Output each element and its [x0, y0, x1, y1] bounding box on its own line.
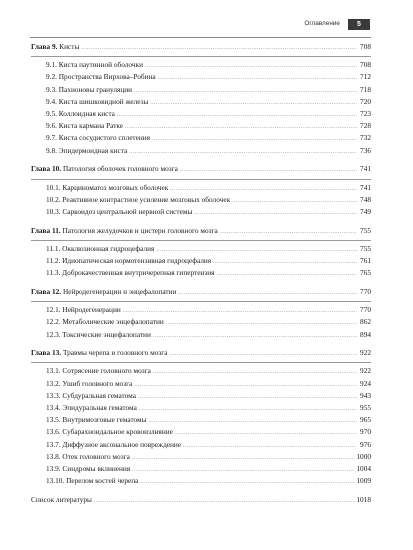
section-entry-page: 723	[360, 109, 371, 119]
section-entry-page: 970	[360, 427, 371, 437]
section-entry-text: Окклюзионная гидроцефалия	[62, 243, 155, 253]
section-entry-text: Метаболические энцефалопатии	[62, 317, 164, 327]
leader-dots	[213, 258, 357, 268]
section-entry	[31, 256, 371, 268]
section-entry	[31, 97, 371, 109]
running-title: Оглавление	[304, 20, 340, 27]
section-entry-number: 9.8.	[46, 145, 57, 155]
chapter-entry-page: 922	[360, 348, 371, 358]
section-entry-text: Киста шишковидной железы	[58, 96, 149, 106]
leader-dots	[232, 197, 357, 207]
section-entry	[31, 133, 371, 145]
section-entry-page: 736	[360, 145, 371, 155]
section-entry-text: Отек головного мозга	[62, 451, 130, 461]
section-entry-title	[46, 305, 121, 315]
section-entry-number: 9.6.	[46, 121, 57, 131]
section-entry-text: Доброкачественная внутричерепная гипертензия	[62, 268, 215, 278]
section-entry-text: Субдуральная гематома	[62, 390, 136, 400]
chapter-entry-text: Патология оболочек головного мозга	[62, 164, 178, 174]
section-entry-title	[46, 452, 130, 462]
section-entry-page: 1004	[356, 464, 371, 474]
section-entry-page: 965	[360, 415, 371, 425]
section-entry-page: 955	[360, 403, 371, 413]
leader-dots	[194, 209, 357, 219]
section-entry-page: 720	[360, 96, 371, 106]
section-entry-title	[46, 403, 137, 413]
section-entry-title	[46, 476, 138, 486]
section-entry-number: 13.2.	[46, 378, 61, 388]
chapter-rule	[31, 362, 371, 363]
chapter-entry-page: 708	[360, 42, 371, 51]
section-entry-text: Перелом костей черепа	[66, 476, 139, 486]
section-entry-title	[46, 146, 127, 156]
leader-dots	[180, 166, 357, 176]
section-entry-title	[46, 183, 168, 193]
section-entry	[31, 366, 371, 378]
section-entry-page: 718	[360, 84, 371, 94]
leader-dots	[145, 62, 357, 72]
leader-dots	[117, 111, 357, 121]
section-entry	[31, 183, 371, 195]
section-entry-number: 9.3.	[46, 84, 57, 94]
section-entry-page: 728	[360, 121, 371, 131]
bibliography-entry-page: 1018	[356, 495, 371, 504]
leader-dots	[132, 454, 355, 464]
section-entry-text: Коллоидная киста	[58, 109, 115, 119]
chapter-entry-number: Глава 12.	[31, 286, 62, 296]
leader-dots	[166, 319, 357, 329]
chapter-rule	[31, 56, 371, 57]
section-entry-page: 749	[360, 206, 371, 216]
chapter-entry-title	[31, 348, 167, 358]
section-entry-page: 712	[360, 72, 371, 82]
section-entry-page: 943	[360, 390, 371, 400]
section-entry-page: 1009	[356, 476, 371, 486]
section-entry-number: 13.5.	[46, 415, 61, 425]
leader-dots	[158, 74, 357, 84]
section-entry-title	[46, 60, 143, 70]
bibliography-entry-title	[31, 495, 92, 505]
chapter-entry-title	[31, 164, 178, 174]
section-entry-title	[46, 109, 115, 119]
section-entry-number: 12.1.	[46, 305, 61, 315]
section-entry-text: Пахионовы грануляции	[58, 84, 133, 94]
leader-dots	[149, 417, 357, 427]
section-entry-number: 13.3.	[46, 390, 61, 400]
chapter-entry-text: Патология желудочков и цистерн головного мозга	[62, 225, 218, 235]
section-entry-text: Пространства Вирхова–Робина	[58, 72, 156, 82]
chapter-block	[31, 287, 371, 342]
chapter-entry-text: Нейродегенерации и энцефалопатии	[62, 286, 177, 296]
section-entry-number: 11.1.	[46, 243, 61, 253]
leader-dots	[81, 44, 357, 54]
header-rule	[30, 37, 371, 38]
section-entry-number: 9.4.	[46, 96, 57, 106]
leader-dots	[217, 270, 358, 280]
section-entry-number: 11.3.	[46, 268, 61, 278]
section-entry	[31, 330, 371, 342]
section-entry-page: 748	[360, 194, 371, 204]
section-entry	[31, 440, 371, 452]
section-entry-title	[46, 415, 147, 425]
section-entry-page: 770	[360, 305, 371, 315]
section-entry-title	[46, 207, 192, 217]
leader-dots	[139, 405, 357, 415]
chapter-entry-number: Глава 13.	[31, 348, 62, 358]
section-entry	[31, 379, 371, 391]
section-entry	[31, 207, 371, 219]
section-entry-title	[46, 256, 211, 266]
leader-dots	[138, 393, 357, 403]
section-entry-number: 13.7.	[46, 439, 61, 449]
chapter-block	[31, 226, 371, 281]
leader-dots	[134, 381, 357, 391]
section-entry	[31, 146, 371, 158]
section-entry-title	[46, 85, 132, 95]
section-entry	[31, 268, 371, 280]
leader-dots	[129, 148, 357, 158]
section-entry-number: 10.2.	[46, 194, 61, 204]
section-entry-number: 9.1.	[46, 60, 57, 70]
section-entry-number: 10.3.	[46, 206, 61, 216]
chapter-block	[31, 348, 371, 488]
chapter-entry-title	[31, 226, 218, 236]
section-entry-number: 9.2.	[46, 72, 57, 82]
section-entry-text: Нейродегенерации	[62, 305, 121, 315]
section-entry-text: Внутримозговые гематомы	[62, 415, 147, 425]
section-entry-text: Синдромы вклинения	[62, 464, 131, 474]
section-entry-text: Киста сосудистого сплетения	[58, 133, 151, 143]
section-entry-text: Эпидуральная гематома	[62, 403, 137, 413]
section-entry-number: 9.5.	[46, 109, 57, 119]
section-entry-page: 741	[360, 182, 371, 192]
section-entry-title	[46, 195, 230, 205]
section-entry-text: Идиопатическая нормотензивная гидроцефалия	[62, 256, 212, 266]
table-of-contents	[31, 42, 371, 507]
leader-dots	[220, 228, 357, 238]
section-entry	[31, 121, 371, 133]
section-entry	[31, 60, 371, 72]
chapter-entry-number: Глава 11.	[31, 225, 61, 235]
chapter-entry-title	[31, 42, 79, 52]
section-entry-title	[46, 391, 136, 401]
section-entry	[31, 391, 371, 403]
section-entry	[31, 452, 371, 464]
section-entry-title	[46, 97, 148, 107]
chapter-entry-text: Кисты	[59, 42, 80, 51]
chapter-entry-title	[31, 287, 176, 297]
section-entry-number: 13.9.	[46, 464, 61, 474]
chapter-entry-text: Травмы черепа и головного мозга	[62, 348, 168, 358]
leader-dots	[140, 478, 354, 488]
chapter-rule	[31, 179, 371, 180]
section-entry	[31, 464, 371, 476]
section-entry-text: Эпидермоидная киста	[58, 145, 128, 155]
chapter-entry	[31, 348, 371, 360]
section-entry-number: 12.3.	[46, 329, 61, 339]
bibliography-entry	[31, 495, 371, 507]
section-entry-page: 976	[360, 439, 371, 449]
section-entry-text: Субарахноидальное кровоизлияние	[62, 427, 173, 437]
section-entry-text: Токсические энцефалопатии	[62, 329, 151, 339]
leader-dots	[134, 87, 357, 97]
section-entry-text: Саркоидоз центральной нервной системы	[62, 206, 193, 216]
section-entry-title	[46, 366, 151, 376]
section-entry-title	[46, 244, 154, 254]
section-entry-number: 13.10.	[46, 476, 65, 486]
section-entry	[31, 109, 371, 121]
section-entry-page: 862	[360, 317, 371, 327]
chapter-entry-page: 741	[360, 164, 371, 174]
chapter-entry	[31, 287, 371, 299]
chapter-block	[31, 164, 371, 219]
leader-dots	[150, 99, 357, 109]
section-entry-page: 924	[360, 378, 371, 388]
section-entry-page: 761	[360, 256, 371, 266]
section-entry-title	[46, 330, 151, 340]
page-number-badge: 5	[348, 19, 370, 30]
chapter-entry-number: Глава 10.	[31, 164, 62, 174]
section-entry-number: 9.7.	[46, 133, 57, 143]
section-entry-text: Диффузное аксональное повреждение	[62, 439, 182, 449]
leader-dots	[94, 497, 355, 507]
section-entry-page: 894	[360, 329, 371, 339]
chapter-entry	[31, 226, 371, 238]
chapter-block	[31, 42, 371, 158]
section-entry	[31, 305, 371, 317]
section-entry	[31, 85, 371, 97]
section-entry	[31, 415, 371, 427]
section-entry	[31, 427, 371, 439]
leader-dots	[123, 307, 357, 317]
chapter-entry-page: 770	[360, 286, 371, 296]
section-entry-title	[46, 379, 132, 389]
section-entry-page: 922	[360, 366, 371, 376]
section-entry-text: Карциноматоз мозговых оболочек	[62, 182, 169, 192]
section-entry-number: 13.1.	[46, 366, 61, 376]
section-entry	[31, 476, 371, 488]
section-entry	[31, 244, 371, 256]
chapter-entry	[31, 42, 371, 54]
section-entry-page: 732	[360, 133, 371, 143]
leader-dots	[153, 332, 357, 342]
leader-dots	[156, 246, 357, 256]
section-entry-title	[46, 317, 164, 327]
section-entry-title	[46, 440, 181, 450]
section-entry-number: 13.4.	[46, 403, 61, 413]
chapter-entry	[31, 164, 371, 176]
section-entry	[31, 195, 371, 207]
chapter-entry-number: Глава 9.	[31, 42, 58, 51]
section-entry-title	[46, 427, 173, 437]
chapter-entry-page: 755	[360, 225, 371, 235]
section-entry-title	[46, 268, 215, 278]
section-entry-page: 765	[360, 268, 371, 278]
section-entry-number: 11.2.	[46, 256, 61, 266]
section-entry-page: 708	[360, 60, 371, 70]
section-entry-title	[46, 121, 123, 131]
leader-dots	[132, 466, 354, 476]
chapter-rule	[31, 240, 371, 241]
section-entry-number: 13.8.	[46, 451, 61, 461]
section-entry-number: 13.6.	[46, 427, 61, 437]
section-entry-page: 1000	[356, 451, 371, 461]
bibliography-entry-text: Список литературы	[31, 495, 92, 504]
running-head	[0, 19, 370, 31]
leader-dots	[153, 368, 357, 378]
leader-dots	[125, 123, 357, 133]
section-entry-number: 10.1.	[46, 182, 61, 192]
section-entry-text: Реактивное контрастное усиление мозговых оболочек	[62, 194, 231, 204]
leader-dots	[175, 429, 357, 439]
chapter-rule	[31, 301, 371, 302]
section-entry-number: 12.2.	[46, 317, 61, 327]
section-entry	[31, 317, 371, 329]
leader-dots	[169, 350, 357, 360]
section-entry	[31, 403, 371, 415]
leader-dots	[178, 289, 357, 299]
section-entry-text: Сотрясение головного мозга	[62, 366, 151, 376]
section-entry-title	[46, 464, 130, 474]
leader-dots	[183, 442, 357, 452]
section-entry-page: 755	[360, 243, 371, 253]
section-entry-title	[46, 133, 150, 143]
section-entry	[31, 72, 371, 84]
section-entry-text: Киста кармана Ратке	[58, 121, 124, 131]
section-entry-text: Ушиб головного мозга	[62, 378, 133, 388]
section-entry-text: Киста паутинной оболочки	[58, 60, 143, 70]
leader-dots	[170, 185, 357, 195]
leader-dots	[152, 135, 357, 145]
section-entry-title	[46, 72, 156, 82]
